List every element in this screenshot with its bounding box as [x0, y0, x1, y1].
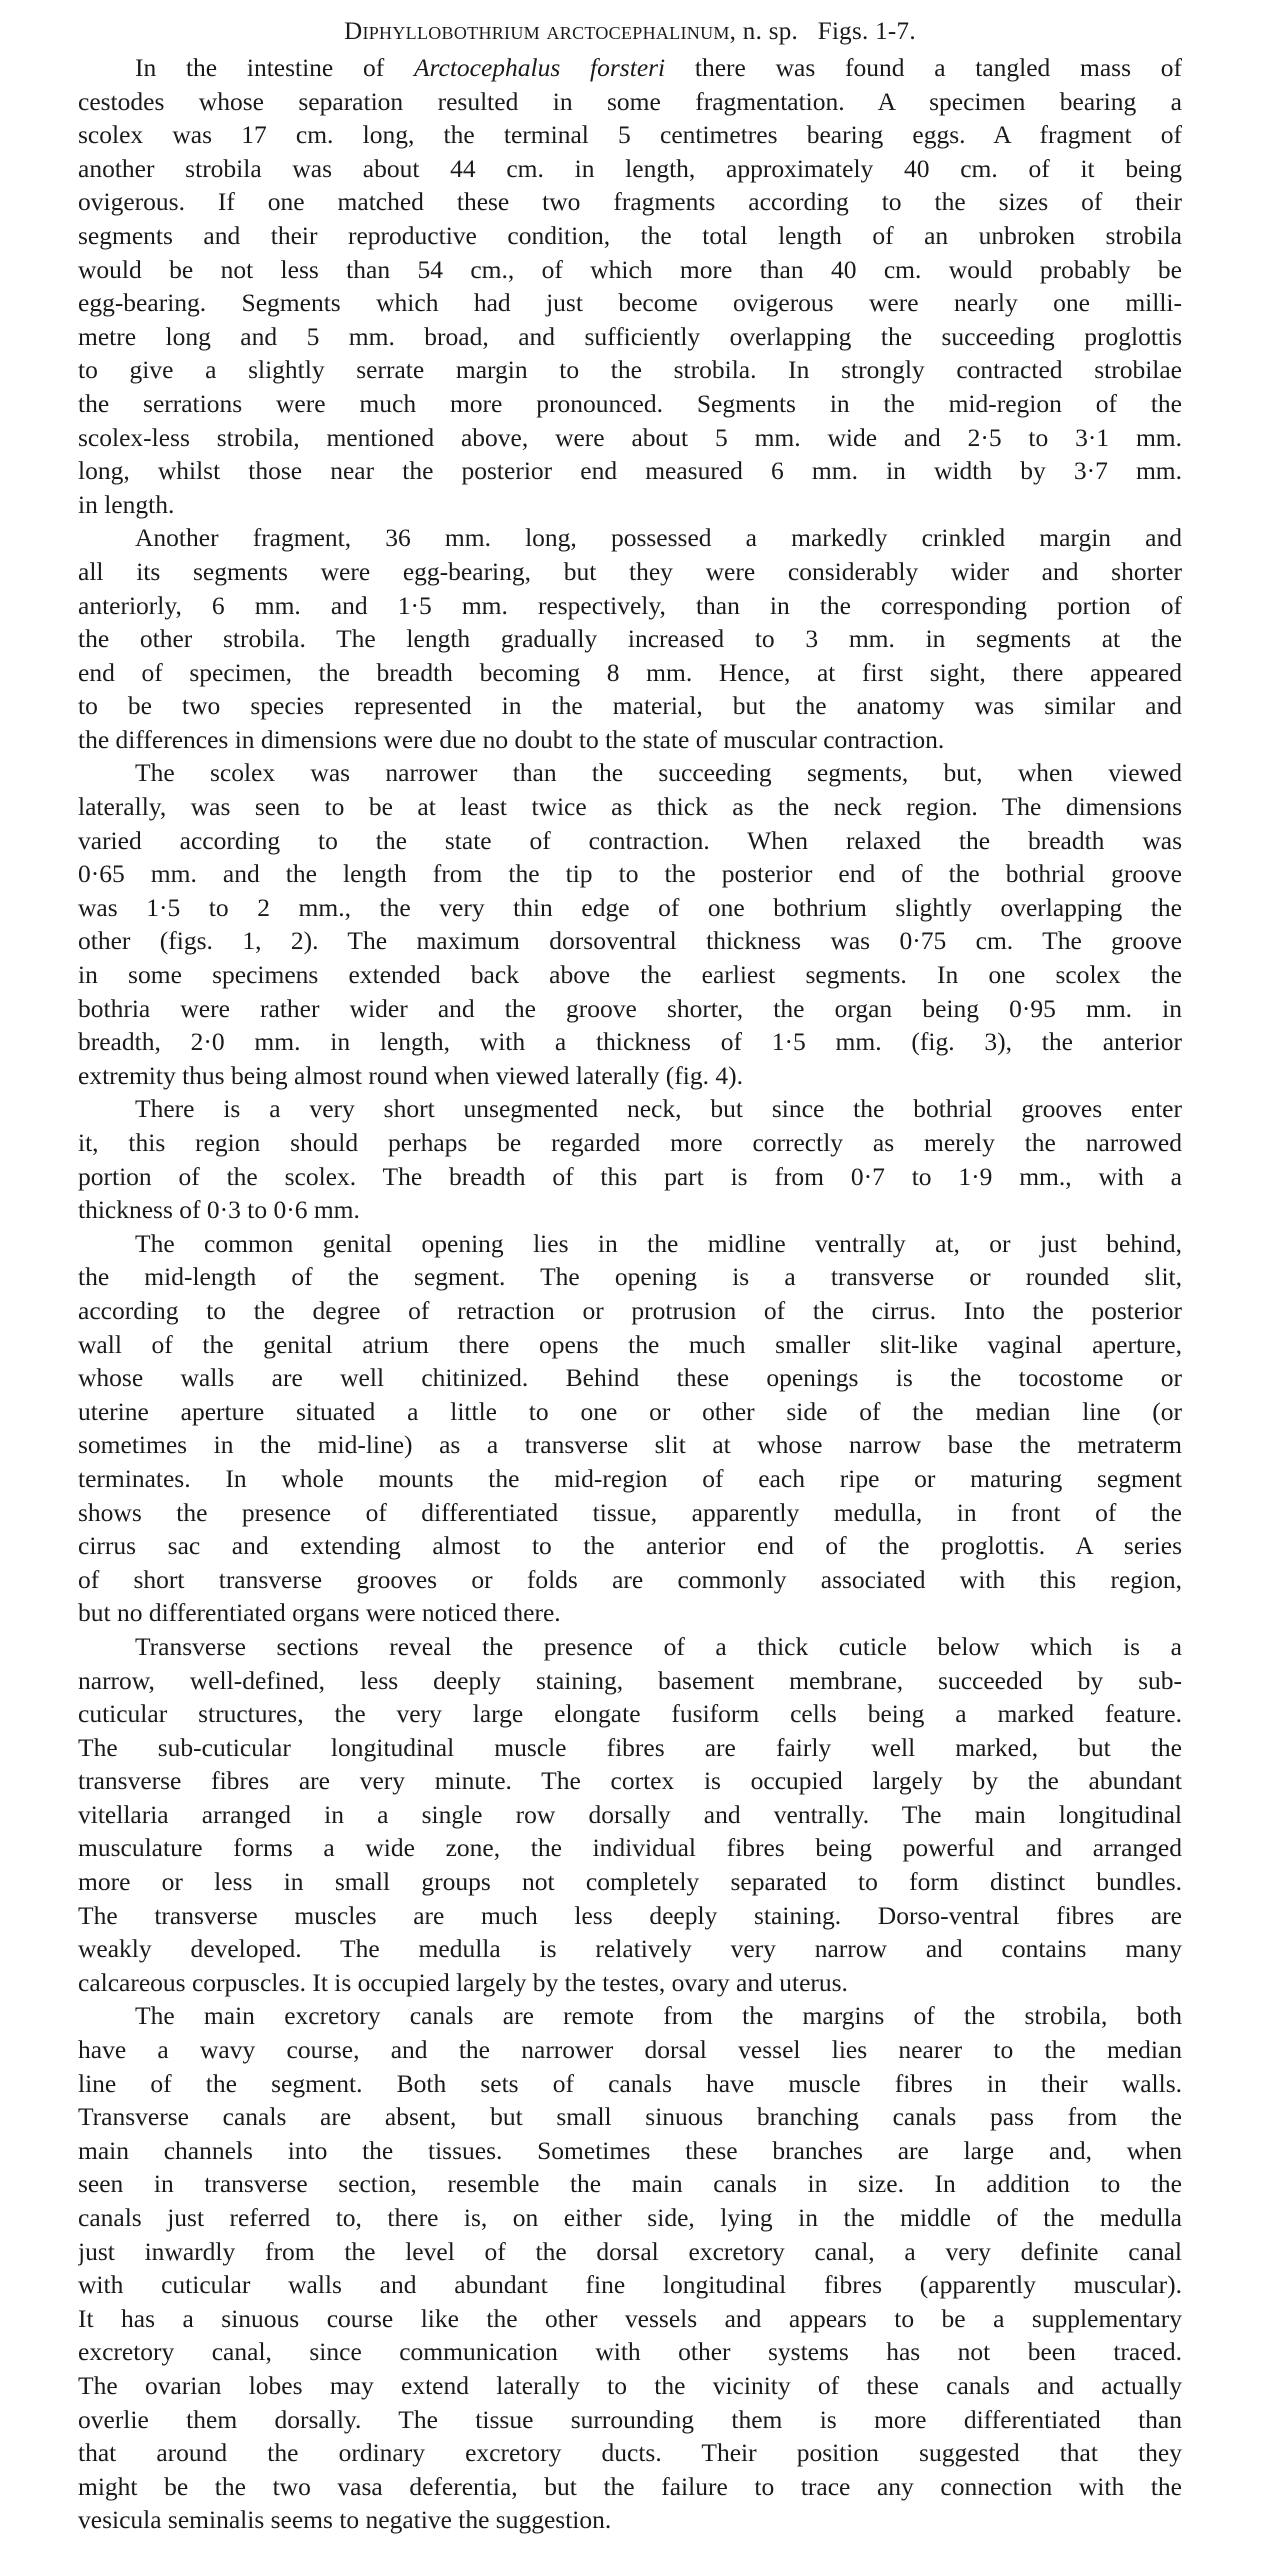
- text-line: weakly developed. The medulla is relatively very narrow and contains many: [78, 1934, 1182, 1964]
- text-line: cuticular structures, the very large elongate fusiform cells being a marked feature.: [78, 1699, 1182, 1729]
- text-line: metre long and 5 mm. broad, and sufficiently overlapping the succeeding proglottis: [78, 321, 1182, 351]
- text-line: varied according to the state of contraction. When relaxed the breadth was: [78, 825, 1182, 855]
- text-line: but no differentiated organs were noticed there.: [78, 1598, 561, 1628]
- body-text: [78, 51, 1182, 2537]
- text-line: extremity thus being almost round when viewed laterally (fig. 4).: [78, 1060, 743, 1090]
- text-line: There is a very short unsegmented neck, but since the bothrial grooves enter: [135, 1094, 1182, 1124]
- text-line: narrow, well-defined, less deeply staining, basement membrane, succeeded by sub-: [78, 1665, 1182, 1695]
- text-line: whose walls are well chitinized. Behind these openings is the tocostome or: [78, 1363, 1182, 1393]
- text-line: shows the presence of differentiated tissue, apparently medulla, in front of the: [78, 1497, 1182, 1527]
- text-line: cestodes whose separation resulted in some fragmentation. A specimen bearing a: [78, 86, 1182, 116]
- text-line: to be two species represented in the material, but the anatomy was similar and: [78, 691, 1182, 721]
- text-line: It has a sinuous course like the other vessels and appears to be a supplementary: [78, 2303, 1182, 2333]
- text-line: Transverse canals are absent, but small sinuous branching canals pass from the: [78, 2102, 1182, 2132]
- text-line: seen in transverse section, resemble the main canals in size. In addition to the: [78, 2169, 1182, 2199]
- text-line: musculature forms a wide zone, the individual fibres being powerful and arranged: [78, 1833, 1182, 1863]
- text-line: The common genital opening lies in the midline ventrally at, or just behind,: [135, 1228, 1182, 1258]
- text-line: The transverse muscles are much less deeply staining. Dorso-ventral fibres are: [78, 1900, 1182, 1930]
- text-line: long, whilst those near the posterior end measured 6 mm. in width by 3·7 mm.: [78, 456, 1182, 486]
- paragraph: [78, 1999, 1182, 2537]
- text-line: Another fragment, 36 mm. long, possessed a markedly crinkled margin and: [135, 523, 1182, 553]
- italic-species-name: Arctocephalus forsteri: [413, 53, 666, 82]
- text-line: the serrations were much more pronounced. Segments in the mid-region of the: [78, 388, 1182, 418]
- paragraph: [78, 521, 1182, 756]
- text-line: laterally, was seen to be at least twice as thick as the neck region. The dimensions: [78, 792, 1182, 822]
- text-line: excretory canal, since communication with other systems has not been traced.: [78, 2337, 1182, 2367]
- text-line: The main excretory canals are remote from the margins of the strobila, both: [135, 2001, 1182, 2031]
- text-line: scolex was 17 cm. long, the terminal 5 centimetres bearing eggs. A fragment of: [78, 120, 1182, 150]
- text-line: it, this region should perhaps be regarded more correctly as merely the narrowed: [78, 1128, 1182, 1157]
- text-line: segments and their reproductive condition, the total length of an unbroken strobila: [78, 220, 1182, 250]
- text-line: cirrus sac and extending almost to the anterior end of the proglottis. A series: [78, 1531, 1182, 1561]
- text-line: calcareous corpuscles. It is occupied largely by the testes, ovary and uterus.: [78, 1967, 848, 1997]
- text-line: uterine aperture situated a little to one or other side of the median line (or: [78, 1396, 1182, 1426]
- text-line: ovigerous. If one matched these two fragments according to the sizes of their: [78, 187, 1182, 217]
- figure-reference: Figs. 1-7.: [817, 18, 916, 45]
- section-heading: [78, 14, 1182, 50]
- text-line: might be the two vasa deferentia, but the failure to trace any connection with the: [78, 2471, 1182, 2501]
- text-line: The ovarian lobes may extend laterally to the vicinity of these canals and actually: [78, 2370, 1182, 2400]
- text-line: egg-bearing. Segments which had just become ovigerous were nearly one milli-: [78, 288, 1182, 318]
- text-line: would be not less than 54 cm., of which more than 40 cm. would probably be: [78, 254, 1182, 284]
- text-line: more or less in small groups not completely separated to form distinct bundles.: [78, 1867, 1182, 1897]
- text-line: vesicula seminalis seems to negative the suggestion.: [78, 2505, 612, 2535]
- text-line: according to the degree of retraction or protrusion of the cirrus. Into the posterior: [78, 1295, 1182, 1325]
- text-line: other (figs. 1, 2). The maximum dorsoventral thickness was 0·75 cm. The groove: [78, 926, 1182, 956]
- text-line: the differences in dimensions were due no doubt to the state of muscular contraction.: [78, 724, 945, 754]
- text-line: the other strobila. The length gradually increased to 3 mm. in segments at the: [78, 624, 1182, 654]
- text-line: sometimes in the mid-line) as a transverse slit at whose narrow base the metraterm: [78, 1430, 1182, 1460]
- text-line: terminates. In whole mounts the mid-region of each ripe or maturing segment: [78, 1463, 1182, 1493]
- text-line: all its segments were egg-bearing, but they were considerably wider and shorter: [78, 556, 1182, 586]
- text-line: thickness of 0·3 to 0·6 mm.: [78, 1195, 360, 1225]
- document-page: [78, 14, 1182, 2537]
- text-line: canals just referred to, there is, on either side, lying in the middle of the medulla: [78, 2203, 1182, 2232]
- text-line: anteriorly, 6 mm. and 1·5 mm. respectively, than in the corresponding portion of: [78, 590, 1182, 620]
- text-line: main channels into the tissues. Sometimes these branches are large and, when: [78, 2135, 1182, 2165]
- text-line: of short transverse grooves or folds are commonly associated with this region,: [78, 1564, 1182, 1594]
- paragraph: [78, 756, 1182, 1092]
- text-line: to give a slightly serrate margin to the strobila. In strongly contracted strobilae: [78, 355, 1182, 385]
- text-line: was 1·5 to 2 mm., the very thin edge of one bothrium slightly overlapping the: [78, 892, 1182, 922]
- text-line: scolex-less strobila, mentioned above, were about 5 mm. wide and 2·5 to 3·1 mm.: [78, 422, 1182, 452]
- text-line: line of the segment. Both sets of canals have muscle fibres in their walls.: [78, 2068, 1182, 2098]
- text-line: in length.: [78, 489, 175, 519]
- text-line: portion of the scolex. The breadth of this part is from 0·7 to 1·9 mm., with a: [78, 1161, 1182, 1191]
- text-line: breadth, 2·0 mm. in length, with a thickness of 1·5 mm. (fig. 3), the anterior: [78, 1027, 1182, 1057]
- text-line: another strobila was about 44 cm. in length, approximately 40 cm. of it being: [78, 153, 1182, 183]
- text-line: end of specimen, the breadth becoming 8 mm. Hence, at first sight, there appeared: [78, 657, 1182, 687]
- paragraph: [78, 1092, 1182, 1226]
- paragraph: [78, 1227, 1182, 1630]
- text-line: The scolex was narrower than the succeeding segments, but, when viewed: [135, 758, 1182, 788]
- paragraph: [78, 51, 1182, 521]
- text-line: Transverse sections reveal the presence of a thick cuticle below which is a: [135, 1631, 1182, 1661]
- text-line: transverse fibres are very minute. The cortex is occupied largely by the abundant: [78, 1766, 1182, 1796]
- text-line: The sub-cuticular longitudinal muscle fibres are fairly well marked, but the: [78, 1732, 1182, 1762]
- text-line: bothria were rather wider and the groove shorter, the organ being 0·95 mm. in: [78, 993, 1182, 1023]
- text-line: In the intestine of Arctocephalus forsteri there was found a tangled mass of: [135, 53, 1182, 82]
- text-line: just inwardly from the level of the dorsal excretory canal, a very definite canal: [78, 2236, 1182, 2266]
- text-line: in some specimens extended back above the earliest segments. In one scolex the: [78, 960, 1182, 990]
- new-species-marker: n. sp.: [742, 18, 799, 45]
- text-line: wall of the genital atrium there opens the much smaller slit-like vaginal aperture,: [78, 1329, 1182, 1359]
- paragraph: [78, 1630, 1182, 2000]
- text-line: that around the ordinary excretory ducts. Their position suggested that they: [78, 2438, 1182, 2468]
- text-line: overlie them dorsally. The tissue surrounding them is more differentiated than: [78, 2404, 1182, 2434]
- text-line: 0·65 mm. and the length from the tip to the posterior end of the bothrial groove: [78, 859, 1182, 889]
- species-name: Diphyllobothrium arctocephalinum,: [344, 18, 737, 45]
- text-line: vitellaria arranged in a single row dorsally and ventrally. The main longitudinal: [78, 1799, 1182, 1829]
- text-line: the mid-length of the segment. The opening is a transverse or rounded slit,: [78, 1262, 1182, 1292]
- text-line: have a wavy course, and the narrower dorsal vessel lies nearer to the median: [78, 2035, 1182, 2065]
- text-line: with cuticular walls and abundant fine longitudinal fibres (apparently muscular).: [78, 2270, 1182, 2300]
